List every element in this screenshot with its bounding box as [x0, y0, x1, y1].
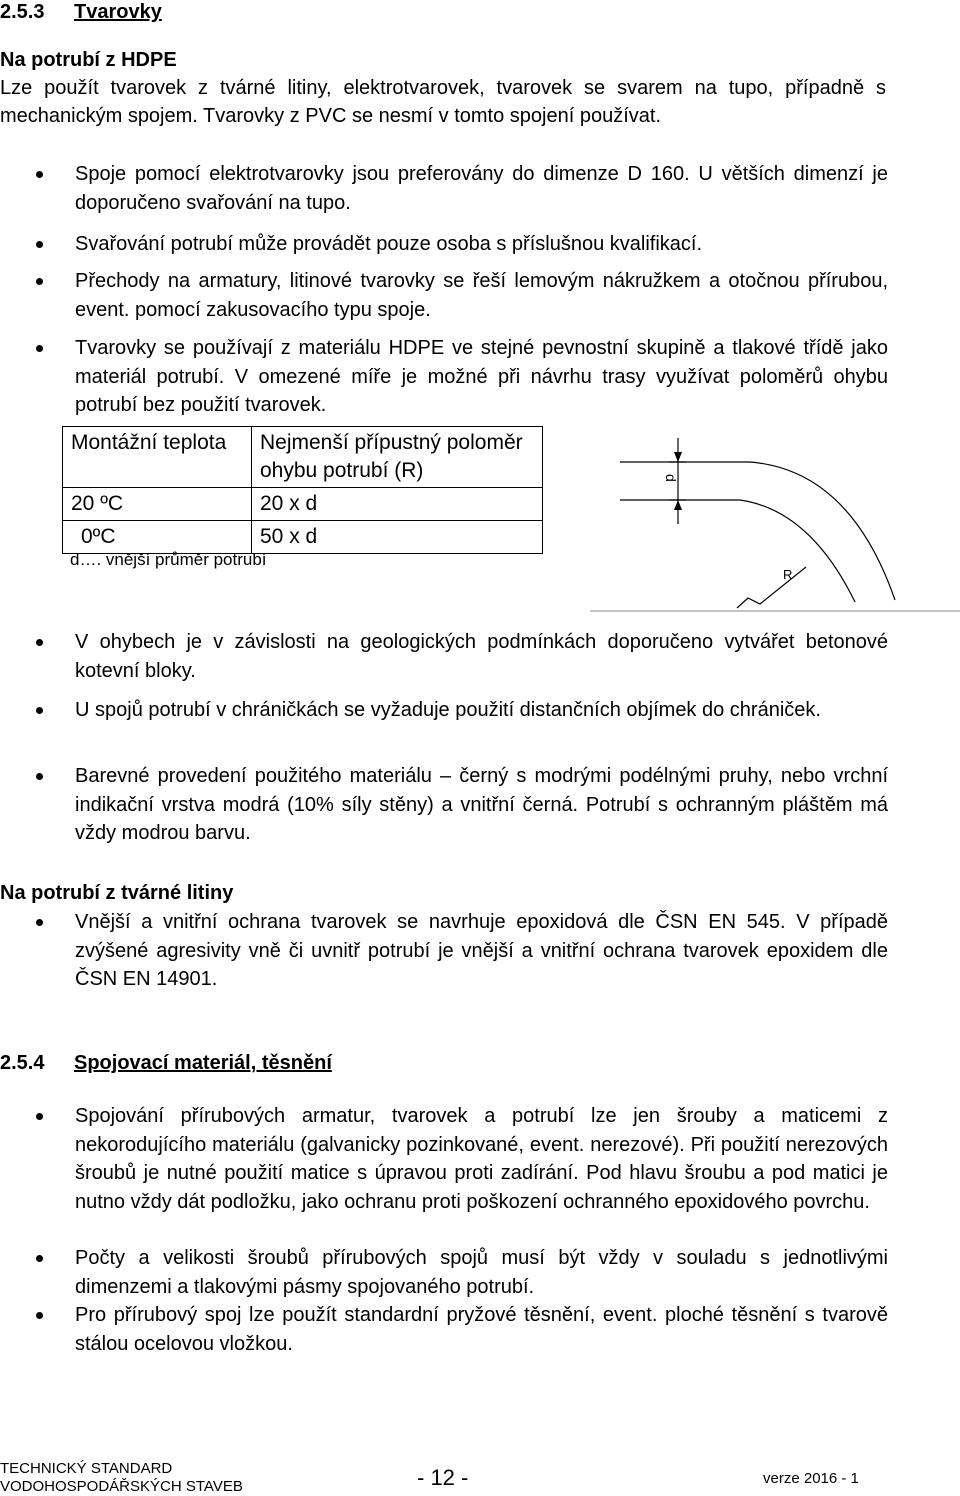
bend-radius-table — [62, 426, 543, 554]
section-number: 2.5.3 — [0, 1, 45, 23]
list-item: Tvarovky se používají z materiálu HDPE ve stejné pevnostní skupině a tlakové třídě jako materiál potrubí. V omezené míře je možné při návrhu trasy využívat poloměrů ohybu potrubí bez použití tvarovek. — [0, 334, 888, 420]
table-row — [63, 521, 543, 554]
hdpe-intro: Lze použít tvarovek z tvárné litiny, elektrotvarovek, tvarovek se svarem na tupo, případně s mechanickým spojem. Tvarovky z PVC se nesmí v tomto spojení používat. — [0, 77, 886, 127]
page-number: - 12 - — [417, 1465, 469, 1490]
bullet-icon — [36, 1312, 43, 1319]
list-item: Svařování potrubí může provádět pouze osoba s příslušnou kvalifikací. — [0, 230, 888, 259]
bullet-icon — [36, 1255, 43, 1262]
table-cell: 50 x d — [252, 521, 543, 554]
header-cell: Montážní teplota — [63, 427, 252, 488]
list-item: Spoje pomocí elektrotvarovky jsou preferovány do dimenze D 160. U větších dimenzí je doporučeno svařování na tupo. — [0, 160, 888, 217]
bullet-icon — [36, 278, 43, 285]
bullet-icon — [36, 639, 43, 646]
list-item: Počty a velikosti šroubů přírubových spojů musí být vždy v souladu s jednotlivými dimenzemi a tlakovými pásmy spojovaného potrubí. — [0, 1244, 888, 1301]
diameter-label: d — [663, 474, 679, 482]
list-item: Barevné provedení použitého materiálu – černý s modrými podélnými pruhy, nebo vrchní indikační vrstva modrá (10% síly stěny) a vnitřní černá. Potrubí s ochranným pláštěm má vždy modrou barvu. — [0, 762, 888, 848]
section-heading-2-5-4 — [0, 1051, 332, 1075]
list-item: U spojů potrubí v chráničkách se vyžaduje použití distančních objímek do chrániček. — [0, 696, 888, 725]
list-item: Pro přírubový spoj lze použít standardní pryžové těsnění, event. ploché těsnění s tvarově stálou ocelovou vložkou. — [0, 1301, 888, 1358]
header-cell: Nejmenší přípustný poloměr ohybu potrubí (R) — [252, 427, 543, 488]
bullet-icon — [36, 707, 43, 714]
section-number: 2.5.4 — [0, 1052, 45, 1074]
section-title: Spojovací materiál, těsnění — [74, 1052, 332, 1074]
footer-left — [0, 1460, 243, 1496]
list-item: Přechody na armatury, litinové tvarovky se řeší lemovým nákružkem a otočnou přírubou, event. pomocí zakusovacího typu spoje. — [0, 267, 888, 324]
table-cell: 0ºC — [63, 521, 252, 554]
radius-label: R — [783, 567, 793, 582]
table-cell: 20 ºC — [63, 488, 252, 521]
bullet-icon — [36, 1113, 43, 1120]
footer-line: TECHNICKÝ STANDARD — [0, 1460, 173, 1477]
pipe-bend-diagram — [590, 430, 960, 615]
table-note: d…. vnější průměr potrubí — [70, 550, 267, 569]
table-cell: 20 x d — [252, 488, 543, 521]
section-title: Tvarovky — [74, 1, 162, 23]
hdpe-heading: Na potrubí z HDPE — [0, 49, 177, 71]
bullet-icon — [36, 919, 43, 926]
table-row — [63, 488, 543, 521]
bullet-icon — [36, 171, 43, 178]
list-item: Vnější a vnitřní ochrana tvarovek se navrhuje epoxidová dle ČSN EN 545. V případě zvýšené agresivity vně či uvnitř potrubí je vnější a vnitřní ochrana tvarovek epoxidem dle ČSN EN 14901. — [0, 908, 888, 994]
footer-line: VODOHOSPODÁŘSKÝCH STAVEB — [0, 1478, 243, 1495]
iron-heading: Na potrubí z tvárné litiny — [0, 882, 234, 904]
table-header-row — [63, 427, 543, 488]
list-item: Spojování přírubových armatur, tvarovek a potrubí lze jen šrouby a maticemi z nekorodujícího materiálu (galvanicky pozinkované, event. nerezové). Při použití nerezových šroubů je nutné použití matice s úpravou proti zadírání. Pod hlavu šroubu a pod matici je nutno vždy dát podložku, jako ochranu proti poškození ochranného epoxidového povrchu. — [0, 1102, 888, 1216]
bullet-icon — [36, 773, 43, 780]
list-item: V ohybech je v závislosti na geologických podmínkách doporučeno vytvářet betonové kotevní bloky. — [0, 628, 888, 685]
version-label: verze 2016 - 1 — [763, 1470, 859, 1487]
section-heading-2-5-3 — [0, 0, 162, 24]
bullet-icon — [36, 345, 43, 352]
bullet-icon — [36, 241, 43, 248]
